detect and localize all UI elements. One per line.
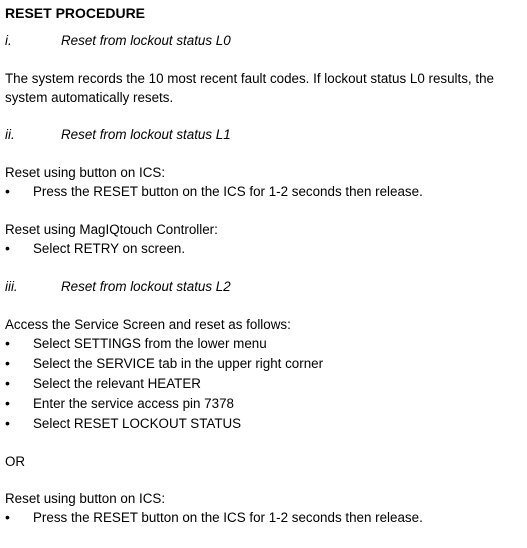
instruction-label: Reset using MagIQtouch Controller:: [5, 222, 218, 237]
list-item-text: Select SETTINGS from the lower menu: [33, 336, 267, 351]
section-heading-l0: [5, 31, 523, 51]
bullet-icon: •: [5, 355, 10, 371]
list-item-text: Press the RESET button on the ICS for 1-2 seconds then release.: [33, 510, 423, 525]
list-item-text: Enter the service access pin 7378: [33, 396, 234, 411]
list-item-text: Press the RESET button on the ICS for 1-2 seconds then release.: [33, 184, 423, 199]
section-number: ii.: [5, 127, 15, 142]
list-item-text: Select the relevant HEATER: [33, 376, 201, 391]
bullet-icon: •: [5, 240, 10, 256]
bullet-icon: •: [5, 375, 10, 391]
or-separator: OR: [5, 454, 26, 469]
bullet-list: [5, 182, 523, 202]
section-title: Reset from lockout status L2: [61, 279, 231, 294]
instruction-label: Reset using button on ICS:: [5, 491, 166, 506]
bullet-list: [5, 508, 523, 528]
section-heading-l1: [5, 125, 523, 145]
list-item: [5, 334, 523, 354]
document: [5, 3, 523, 546]
section-paragraph: The system records the 10 most recent fault codes. If lockout status L0 results, the system automatically resets.: [5, 71, 494, 105]
section-heading-l2: [5, 277, 523, 297]
section-number: i.: [5, 33, 12, 48]
list-item: [5, 182, 523, 202]
list-item: [5, 374, 523, 394]
bullet-icon: •: [5, 415, 10, 431]
page-title: RESET PROCEDURE: [5, 5, 146, 21]
bullet-list: [5, 334, 523, 434]
list-item-text: Select RESET LOCKOUT STATUS: [33, 416, 242, 431]
bullet-icon: •: [5, 509, 10, 525]
bullet-icon: •: [5, 183, 10, 199]
list-item-text: Select the SERVICE tab in the upper right corner: [33, 356, 324, 371]
section-title: Reset from lockout status L1: [61, 127, 231, 142]
bullet-icon: •: [5, 335, 10, 351]
bullet-icon: •: [5, 395, 10, 411]
list-item: [5, 239, 523, 259]
list-item: [5, 414, 523, 434]
list-item: [5, 354, 523, 374]
instruction-label: Reset using button on ICS:: [5, 165, 166, 180]
list-item: [5, 508, 523, 528]
list-item-text: Select RETRY on screen.: [33, 241, 186, 256]
bullet-list: [5, 239, 523, 259]
list-item: [5, 394, 523, 414]
section-number: iii.: [5, 279, 18, 294]
section-title: Reset from lockout status L0: [61, 33, 231, 48]
instruction-label: Access the Service Screen and reset as follows:: [5, 317, 291, 332]
